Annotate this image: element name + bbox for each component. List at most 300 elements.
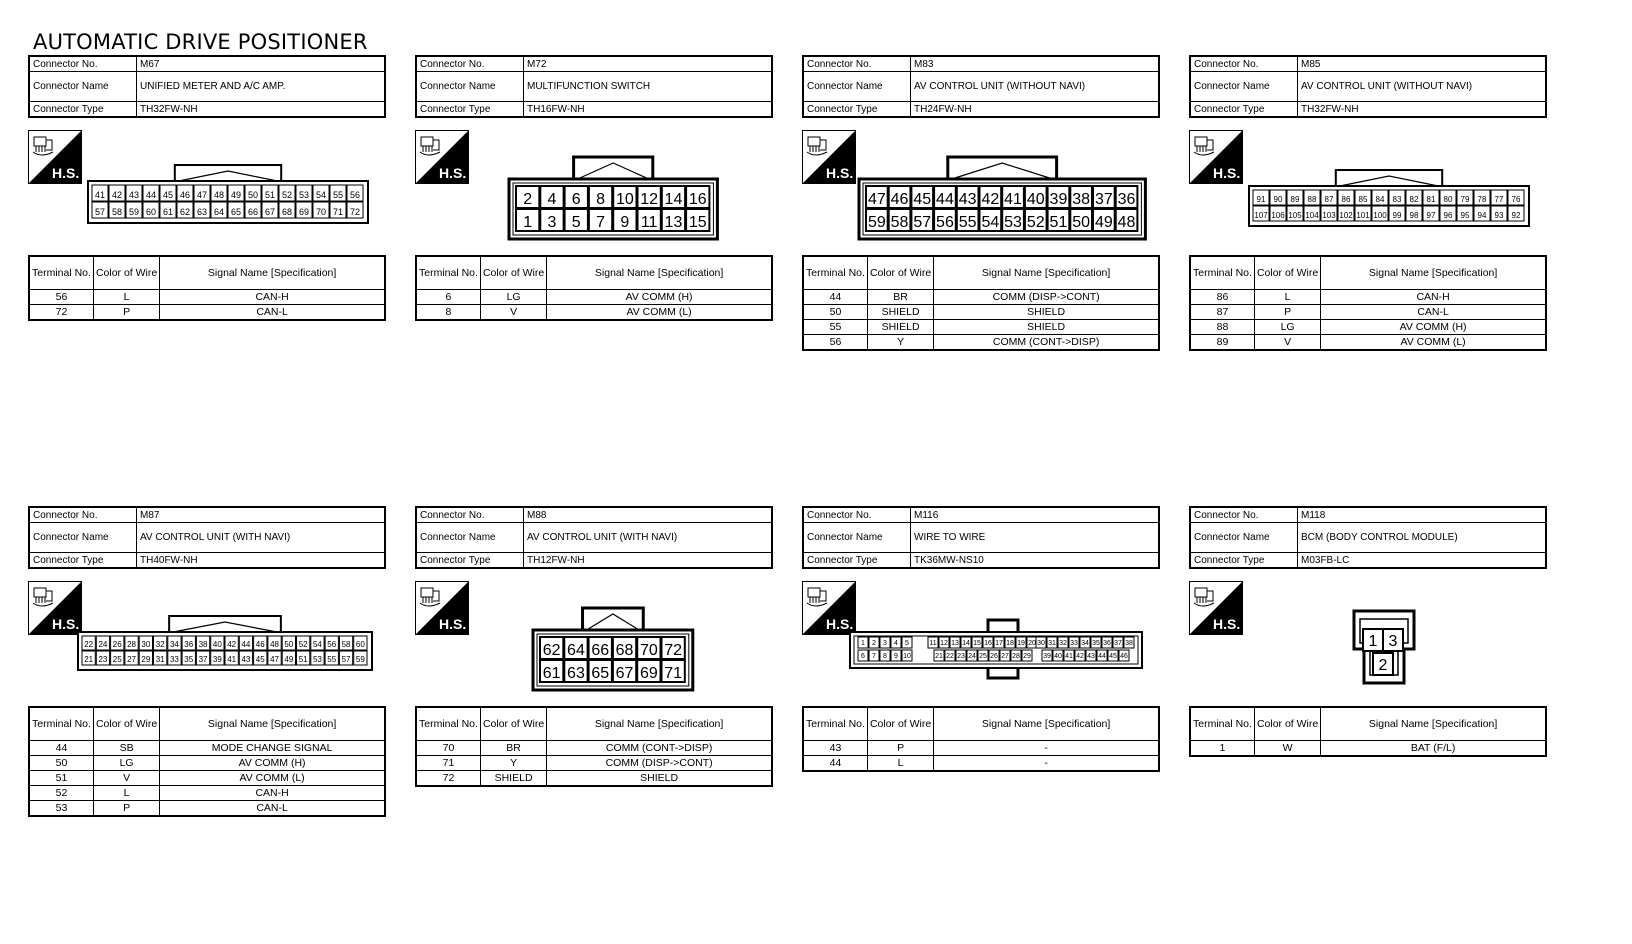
pin-number: 23 (98, 655, 108, 664)
connector-name-value: AV CONTROL UNIT (WITHOUT NAVI) (911, 72, 1160, 102)
pin-number: 31 (1048, 640, 1056, 647)
signal-name-cell: AV COMM (H) (547, 290, 772, 305)
pin-number: 55 (332, 190, 344, 200)
pin-number: 55 (958, 214, 977, 231)
terminal-table (802, 706, 1160, 772)
signal-name-cell: COMM (DISP->CONT) (934, 290, 1159, 305)
pin-number: 77 (1494, 195, 1504, 204)
hs-label: H.S. (52, 616, 80, 632)
pin-number: 57 (913, 214, 932, 231)
pin-number: 2 (523, 191, 533, 208)
pin-number: 88 (1307, 195, 1317, 204)
terminal-no-cell: 51 (29, 771, 93, 786)
terminal-no-cell: 50 (803, 305, 867, 320)
pin-number: 48 (213, 190, 225, 200)
pin-number: 6 (571, 191, 581, 208)
pin-number: 10 (615, 191, 634, 208)
pin-number: 58 (890, 214, 909, 231)
harness-side-icon (415, 581, 469, 635)
pin-number: 21 (935, 653, 943, 660)
connector-no-label: Connector No. (803, 56, 911, 72)
pin-number: 45 (162, 190, 174, 200)
pin-number: 65 (591, 665, 610, 682)
terminal-no-cell: 44 (29, 741, 93, 756)
pin-number: 39 (1043, 653, 1051, 660)
connector-face (848, 618, 1144, 680)
signal-name-cell: CAN-L (160, 801, 385, 817)
signal-name-cell: AV COMM (H) (1321, 320, 1546, 335)
signal-name-header: Signal Name [Specification] (547, 707, 772, 741)
pin-number: 65 (230, 207, 242, 217)
pin-number: 69 (298, 207, 310, 217)
pin-number: 23 (957, 653, 965, 660)
terminal-row (803, 741, 1159, 756)
connector-block (28, 506, 386, 886)
pin-number: 45 (913, 191, 932, 208)
pin-number: 103 (1322, 211, 1336, 220)
signal-name-cell: MODE CHANGE SIGNAL (160, 741, 385, 756)
connector-info-table (415, 506, 773, 569)
pin-number: 31 (155, 655, 165, 664)
connector-type-value: TH40FW-NH (137, 553, 386, 569)
connector-name-label: Connector Name (803, 523, 911, 553)
wire-color-cell: P (93, 801, 159, 817)
pin-number: 47 (196, 190, 208, 200)
pin-number: 67 (264, 207, 276, 217)
connector-name-label: Connector Name (803, 72, 911, 102)
connector-type-value: M03FB-LC (1298, 553, 1547, 569)
pin-number: 102 (1339, 211, 1353, 220)
harness-side-icon (1189, 130, 1243, 184)
pin-number: 40 (212, 640, 222, 649)
connector-type-label: Connector Type (803, 102, 911, 118)
color-of-wire-header: Color of Wire (480, 256, 546, 290)
terminal-table (28, 706, 386, 817)
connector-no-value: M88 (524, 507, 773, 523)
pin-number: 16 (984, 640, 992, 647)
color-of-wire-header: Color of Wire (1254, 256, 1320, 290)
pin-number: 32 (155, 640, 165, 649)
pin-number: 84 (1375, 195, 1385, 204)
pin-number: 29 (141, 655, 151, 664)
pin-number: 16 (688, 191, 707, 208)
connector-name-value: AV CONTROL UNIT (WITH NAVI) (137, 523, 386, 553)
pin-number: 12 (640, 191, 659, 208)
pin-number: 40 (1026, 191, 1045, 208)
pin-number: 24 (968, 653, 976, 660)
pin-number: 106 (1271, 211, 1285, 220)
pin-number: 46 (890, 191, 909, 208)
wire-color-cell: V (1254, 335, 1320, 351)
pin-number: 55 (327, 655, 337, 664)
pin-number: 33 (169, 655, 179, 664)
wire-color-cell: Y (867, 335, 933, 351)
hs-label: H.S. (1213, 165, 1241, 181)
signal-name-header: Signal Name [Specification] (934, 707, 1159, 741)
terminal-no-cell: 50 (29, 756, 93, 771)
pin-number: 37 (1094, 191, 1113, 208)
pin-number: 101 (1356, 211, 1370, 220)
pin-number: 92 (1511, 211, 1521, 220)
pin-number: 46 (255, 640, 265, 649)
terminal-no-cell: 44 (803, 756, 867, 772)
pin-number: 3 (883, 640, 887, 647)
connector-no-value: M87 (137, 507, 386, 523)
pin-number: 49 (230, 190, 242, 200)
wire-color-cell: L (867, 756, 933, 772)
terminal-row (803, 305, 1159, 320)
wire-color-cell: V (480, 305, 546, 321)
terminal-table (415, 255, 773, 321)
connector-no-label: Connector No. (416, 507, 524, 523)
signal-name-cell: CAN-H (160, 290, 385, 305)
pin-number: 30 (1037, 640, 1045, 647)
pin-number: 20 (1028, 640, 1036, 647)
connector-face (1247, 168, 1531, 228)
signal-name-cell: COMM (DISP->CONT) (547, 756, 772, 771)
terminal-row (416, 741, 772, 756)
terminal-no-cell: 55 (803, 320, 867, 335)
pin-number: 58 (341, 640, 351, 649)
pin-number: 4 (547, 191, 557, 208)
pin-number: 42 (1076, 653, 1084, 660)
terminal-row (29, 756, 385, 771)
connector-name-value: AV CONTROL UNIT (WITHOUT NAVI) (1298, 72, 1547, 102)
pin-number: 40 (1054, 653, 1062, 660)
pin-number: 60 (355, 640, 365, 649)
wire-color-cell: LG (480, 290, 546, 305)
pin-number: 2 (1378, 657, 1388, 674)
connector-type-value: TK36MW-NS10 (911, 553, 1160, 569)
terminal-table (28, 255, 386, 321)
signal-name-cell: AV COMM (L) (160, 771, 385, 786)
terminal-no-cell: 56 (803, 335, 867, 351)
terminal-row (29, 290, 385, 305)
pin-number: 54 (312, 640, 322, 649)
pin-number: 90 (1273, 195, 1283, 204)
connector-face (507, 155, 719, 241)
wire-color-cell: P (867, 741, 933, 756)
pin-number: 39 (1049, 191, 1068, 208)
pin-number: 39 (212, 655, 222, 664)
pin-number: 43 (128, 190, 140, 200)
connector-face (86, 163, 370, 225)
signal-name-cell: SHIELD (934, 305, 1159, 320)
wire-color-cell: LG (1254, 320, 1320, 335)
connector-block (415, 55, 773, 435)
pin-number: 14 (962, 640, 970, 647)
pin-number: 53 (312, 655, 322, 664)
connector-block (28, 55, 386, 435)
connector-name-value: MULTIFUNCTION SWITCH (524, 72, 773, 102)
pin-number: 50 (1072, 214, 1091, 231)
signal-name-header: Signal Name [Specification] (547, 256, 772, 290)
connector-block (1189, 55, 1547, 435)
hs-label: H.S. (826, 165, 854, 181)
connector-no-value: M85 (1298, 56, 1547, 72)
pin-number: 62 (542, 642, 561, 659)
connector-type-value: TH16FW-NH (524, 102, 773, 118)
pin-number: 56 (327, 640, 337, 649)
terminal-row (803, 290, 1159, 305)
pin-number: 60 (145, 207, 157, 217)
terminal-no-cell: 44 (803, 290, 867, 305)
pin-number: 97 (1426, 211, 1436, 220)
connector-no-label: Connector No. (1190, 56, 1298, 72)
pin-number: 5 (571, 214, 581, 231)
pin-number: 98 (1409, 211, 1419, 220)
connector-name-label: Connector Name (1190, 72, 1298, 102)
hs-label: H.S. (439, 616, 467, 632)
pin-number: 78 (1477, 195, 1487, 204)
pin-number: 62 (179, 207, 191, 217)
color-of-wire-header: Color of Wire (867, 256, 933, 290)
pin-number: 59 (867, 214, 886, 231)
signal-name-cell: CAN-H (160, 786, 385, 801)
connector-type-label: Connector Type (416, 102, 524, 118)
connector-info-table (802, 506, 1160, 569)
connector-no-label: Connector No. (29, 56, 137, 72)
pin-number: 30 (141, 640, 151, 649)
signal-name-cell: AV COMM (L) (547, 305, 772, 321)
pin-number: 59 (128, 207, 140, 217)
connector-name-label: Connector Name (29, 72, 137, 102)
terminal-row (803, 756, 1159, 772)
pin-number: 52 (281, 190, 293, 200)
pin-number: 9 (894, 653, 898, 660)
connector-name-label: Connector Name (29, 523, 137, 553)
wire-color-cell: Y (480, 756, 546, 771)
signal-name-cell: - (934, 741, 1159, 756)
pin-number: 96 (1443, 211, 1453, 220)
connector-no-label: Connector No. (416, 56, 524, 72)
pin-number: 8 (596, 191, 606, 208)
connector-info-table (1189, 55, 1547, 118)
connector-no-label: Connector No. (1190, 507, 1298, 523)
connector-block (802, 55, 1160, 435)
pin-number: 69 (639, 665, 658, 682)
pin-number: 13 (664, 214, 683, 231)
pin-number: 80 (1443, 195, 1453, 204)
pin-number: 104 (1305, 211, 1319, 220)
pin-number: 95 (1460, 211, 1470, 220)
pin-number: 58 (111, 207, 123, 217)
connector-info-table (802, 55, 1160, 118)
pin-number: 66 (247, 207, 259, 217)
pin-number: 13 (951, 640, 959, 647)
pin-number: 57 (94, 207, 106, 217)
terminal-row (29, 801, 385, 817)
terminal-row (29, 305, 385, 321)
terminal-no-cell: 70 (416, 741, 480, 756)
pin-number: 27 (1001, 653, 1009, 660)
pin-number: 54 (981, 214, 1000, 231)
wire-color-cell: L (1254, 290, 1320, 305)
pin-number: 25 (979, 653, 987, 660)
terminal-no-header: Terminal No. (29, 256, 93, 290)
pin-number: 52 (298, 640, 308, 649)
signal-name-cell: CAN-L (160, 305, 385, 321)
wire-color-cell: P (1254, 305, 1320, 320)
pin-number: 36 (1117, 191, 1136, 208)
connector-block (415, 506, 773, 886)
pin-number: 105 (1288, 211, 1302, 220)
pin-number: 63 (196, 207, 208, 217)
terminal-row (1190, 290, 1546, 305)
connector-block (1189, 506, 1547, 886)
pin-number: 57 (341, 655, 351, 664)
pin-number: 61 (542, 665, 561, 682)
harness-side-icon (28, 581, 82, 635)
pin-number: 68 (281, 207, 293, 217)
signal-name-header: Signal Name [Specification] (160, 256, 385, 290)
signal-name-cell: BAT (F/L) (1321, 741, 1546, 757)
terminal-no-header: Terminal No. (803, 256, 867, 290)
terminal-no-cell: 43 (803, 741, 867, 756)
terminal-no-cell: 52 (29, 786, 93, 801)
connector-name-label: Connector Name (416, 72, 524, 102)
connector-type-label: Connector Type (416, 553, 524, 569)
wire-color-cell: SB (93, 741, 159, 756)
pin-number: 34 (169, 640, 179, 649)
color-of-wire-header: Color of Wire (93, 256, 159, 290)
connector-face (857, 155, 1147, 241)
terminal-row (29, 786, 385, 801)
terminal-no-cell: 72 (29, 305, 93, 321)
pin-number: 15 (973, 640, 981, 647)
signal-name-cell: CAN-L (1321, 305, 1546, 320)
signal-name-cell: COMM (CONT->DISP) (934, 335, 1159, 351)
terminal-row (416, 290, 772, 305)
pin-number: 50 (284, 640, 294, 649)
pin-number: 11 (640, 214, 658, 231)
terminal-no-cell: 53 (29, 801, 93, 817)
pin-number: 56 (349, 190, 361, 200)
pin-number: 46 (179, 190, 191, 200)
signal-name-cell: - (934, 756, 1159, 772)
hs-label: H.S. (439, 165, 467, 181)
harness-side-icon (802, 130, 856, 184)
pin-number: 87 (1324, 195, 1334, 204)
connector-info-table (415, 55, 773, 118)
pin-number: 51 (264, 190, 276, 200)
signal-name-header: Signal Name [Specification] (1321, 256, 1546, 290)
pin-number: 51 (298, 655, 308, 664)
pin-number: 8 (883, 653, 887, 660)
pin-number: 48 (1117, 214, 1136, 231)
pin-number: 37 (198, 655, 208, 664)
pin-number: 38 (1125, 640, 1133, 647)
color-of-wire-header: Color of Wire (93, 707, 159, 741)
pin-number: 72 (664, 642, 683, 659)
pin-number: 76 (1511, 195, 1521, 204)
connector-info-table (28, 506, 386, 569)
pin-number: 99 (1392, 211, 1402, 220)
terminal-no-cell: 72 (416, 771, 480, 787)
pin-number: 64 (213, 207, 225, 217)
terminal-row (416, 756, 772, 771)
pin-number: 53 (298, 190, 310, 200)
pin-number: 43 (958, 191, 977, 208)
connector-face (76, 614, 374, 672)
pin-number: 41 (94, 190, 106, 200)
connector-face (1352, 609, 1416, 685)
signal-name-header: Signal Name [Specification] (1321, 707, 1546, 741)
pin-number: 3 (547, 214, 557, 231)
terminal-no-cell: 1 (1190, 741, 1254, 757)
pin-number: 2 (872, 640, 876, 647)
pin-number: 5 (905, 640, 909, 647)
pin-number: 68 (615, 642, 634, 659)
pin-number: 36 (184, 640, 194, 649)
wire-color-cell: L (93, 786, 159, 801)
pin-number: 85 (1358, 195, 1368, 204)
pin-number: 38 (1072, 191, 1091, 208)
connector-info-table (28, 55, 386, 118)
pin-number: 38 (198, 640, 208, 649)
wire-color-cell: W (1254, 741, 1320, 757)
pin-number: 44 (936, 191, 954, 208)
pin-number: 37 (1114, 640, 1122, 647)
pin-number: 43 (241, 655, 251, 664)
harness-side-icon (1189, 581, 1243, 635)
terminal-row (29, 771, 385, 786)
terminal-no-cell: 56 (29, 290, 93, 305)
connector-name-value: UNIFIED METER AND A/C AMP. (137, 72, 386, 102)
wire-color-cell: BR (867, 290, 933, 305)
signal-name-header: Signal Name [Specification] (160, 707, 385, 741)
pin-number: 71 (332, 207, 344, 217)
page-title: AUTOMATIC DRIVE POSITIONER (33, 30, 368, 54)
connector-type-value: TH32FW-NH (137, 102, 386, 118)
wire-color-cell: P (93, 305, 159, 321)
pin-number: 1 (523, 214, 533, 231)
connector-type-value: TH32FW-NH (1298, 102, 1547, 118)
connector-type-label: Connector Type (29, 102, 137, 118)
connector-no-value: M116 (911, 507, 1160, 523)
pin-number: 49 (284, 655, 294, 664)
terminal-row (1190, 320, 1546, 335)
pin-number: 21 (84, 655, 94, 664)
pin-number: 89 (1290, 195, 1300, 204)
pin-number: 42 (981, 191, 1000, 208)
pin-number: 41 (227, 655, 237, 664)
terminal-no-cell: 8 (416, 305, 480, 321)
hs-label: H.S. (52, 165, 80, 181)
hs-label: H.S. (826, 616, 854, 632)
connector-name-value: BCM (BODY CONTROL MODULE) (1298, 523, 1547, 553)
terminal-no-header: Terminal No. (416, 256, 480, 290)
wire-color-cell: SHIELD (867, 320, 933, 335)
terminal-row (1190, 305, 1546, 320)
pin-number: 18 (1006, 640, 1014, 647)
pin-number: 15 (688, 214, 707, 231)
pin-number: 22 (946, 653, 954, 660)
wire-color-cell: LG (93, 756, 159, 771)
connector-info-table (1189, 506, 1547, 569)
pin-number: 46 (1120, 653, 1128, 660)
pin-number: 50 (247, 190, 259, 200)
signal-name-cell: SHIELD (547, 771, 772, 787)
pin-number: 61 (162, 207, 174, 217)
pin-number: 86 (1341, 195, 1351, 204)
pin-number: 10 (903, 653, 911, 660)
pin-number: 79 (1460, 195, 1470, 204)
pin-number: 1 (861, 640, 865, 647)
connector-no-value: M67 (137, 56, 386, 72)
connector-name-label: Connector Name (416, 523, 524, 553)
pin-number: 45 (1109, 653, 1117, 660)
